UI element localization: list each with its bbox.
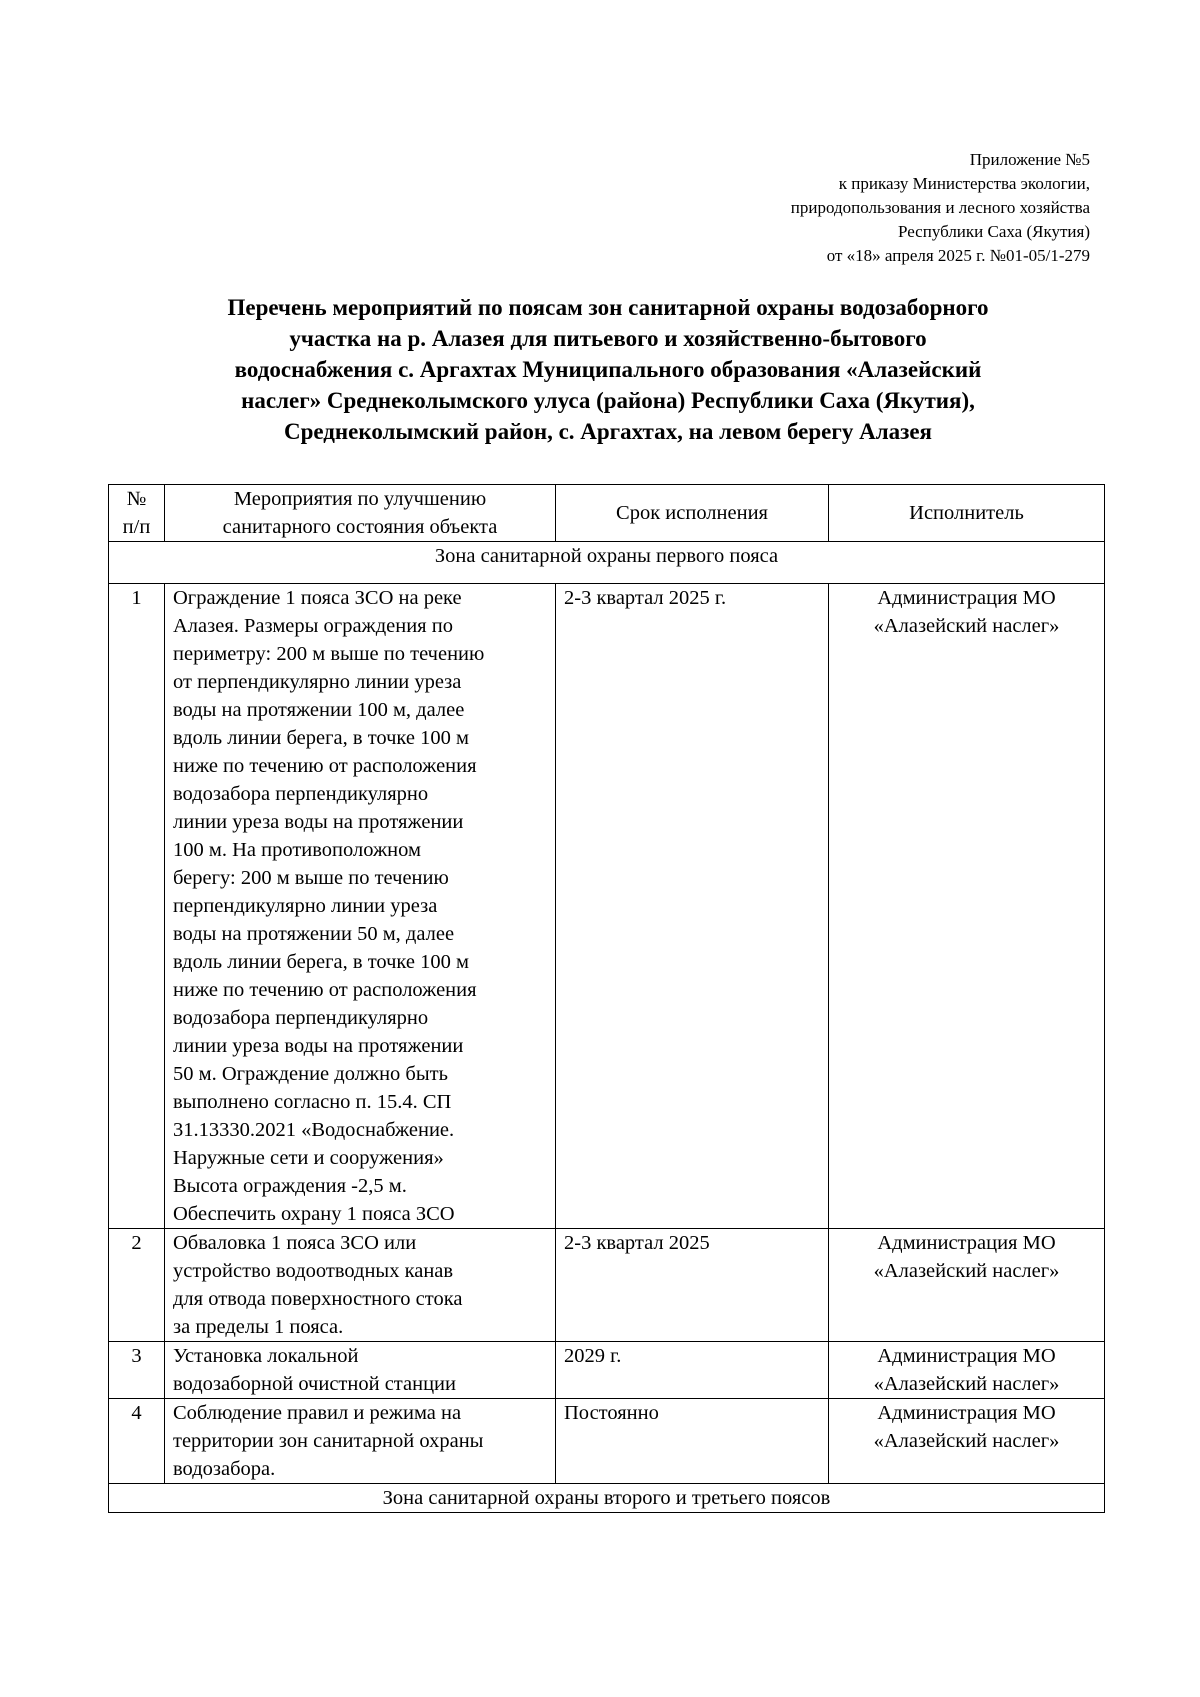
title-line: водоснабжения с. Аргахтах Муниципального образования «Алазейский <box>234 357 982 382</box>
row-number: 2 <box>109 1229 165 1342</box>
row-measure <box>165 1229 556 1342</box>
row-number: 3 <box>109 1342 165 1399</box>
measure-line: территории зон санитарной охраны <box>173 1430 484 1452</box>
measure-line: Ограждение 1 пояса ЗСО на реке <box>173 587 462 609</box>
measure-line: ниже по течению от расположения <box>173 979 477 1001</box>
executor-line: Администрация МО <box>877 1402 1056 1424</box>
row-deadline: 2-3 квартал 2025 г. <box>556 584 829 1229</box>
measure-line: водозабора. <box>173 1458 276 1480</box>
executor-line: Администрация МО <box>877 587 1056 609</box>
row-executor <box>829 1342 1105 1399</box>
zone2-label: Зона санитарной охраны второго и третьего поясов <box>109 1484 1105 1513</box>
measure-line: периметру: 200 м выше по течению <box>173 643 485 665</box>
measure-line: 100 м. На противоположном <box>173 839 421 861</box>
measure-line: Обваловка 1 пояса ЗСО или <box>173 1232 417 1254</box>
measure-line: вдоль линии берега, в точке 100 м <box>173 727 469 749</box>
measure-line: от перпендикулярно линии уреза <box>173 671 462 693</box>
measure-line: ниже по течению от расположения <box>173 755 477 777</box>
row-executor <box>829 584 1105 1229</box>
measure-line: водозабора перпендикулярно <box>173 1007 429 1029</box>
appendix-line: от «18» апреля 2025 г. №01-05/1-279 <box>826 246 1090 265</box>
header-measures: Мероприятия по улучшению санитарного состояния объекта <box>165 485 556 542</box>
appendix-line: природопользования и лесного хозяйства <box>790 198 1090 217</box>
measure-line: перпендикулярно линии уреза <box>173 895 438 917</box>
measure-line: воды на протяжении 50 м, далее <box>173 923 455 945</box>
table-row <box>109 1342 1105 1399</box>
title-line: участка на р. Алазея для питьевого и хозяйственно-бытового <box>289 326 927 351</box>
measure-line: воды на протяжении 100 м, далее <box>173 699 465 721</box>
executor-line: «Алазейский наслег» <box>873 1260 1060 1282</box>
executor-line: Администрация МО <box>877 1232 1056 1254</box>
measure-line: водозабора перпендикулярно <box>173 783 429 805</box>
measure-line: 50 м. Ограждение должно быть <box>173 1063 448 1085</box>
table-row <box>109 584 1105 1229</box>
measure-line: 31.13330.2021 «Водоснабжение. <box>173 1119 455 1141</box>
title-line: наслег» Среднеколымского улуса (района) Республики Саха (Якутия), <box>241 388 975 413</box>
zone1-label: Зона санитарной охраны первого пояса <box>109 542 1105 584</box>
document-title <box>110 292 1106 447</box>
title-line: Перечень мероприятий по поясам зон санитарной охраны водозаборного <box>227 295 989 320</box>
measure-line: Наружные сети и сооружения» <box>173 1147 444 1169</box>
measure-line: вдоль линии берега, в точке 100 м <box>173 951 469 973</box>
row-executor <box>829 1399 1105 1484</box>
measure-line: линии уреза воды на протяжении <box>173 1035 464 1057</box>
measure-line: выполнено согласно п. 15.4. СП <box>173 1091 452 1113</box>
header-deadline: Срок исполнения <box>556 485 829 542</box>
appendix-line: Республики Саха (Якутия) <box>897 222 1090 241</box>
measure-line: Установка локальной <box>173 1345 359 1367</box>
measure-line: Алазея. Размеры ограждения по <box>173 615 453 637</box>
measure-line: линии уреза воды на протяжении <box>173 811 464 833</box>
row-measure <box>165 1399 556 1484</box>
measure-line: Соблюдение правил и режима на <box>173 1402 462 1424</box>
row-executor <box>829 1229 1105 1342</box>
appendix-block <box>530 148 1090 268</box>
title-line: Среднеколымский район, с. Аргахтах, на левом берегу Алазея <box>283 419 932 444</box>
measures-table <box>108 484 1105 1513</box>
measure-line: водозаборной очистной станции <box>173 1373 456 1395</box>
zone-row <box>109 1484 1105 1513</box>
measure-line: берегу: 200 м выше по течению <box>173 867 449 889</box>
header-num: № п/п <box>109 485 165 542</box>
executor-line: «Алазейский наслег» <box>873 1373 1060 1395</box>
header-executor: Исполнитель <box>829 485 1105 542</box>
row-deadline: 2029 г. <box>556 1342 829 1399</box>
measure-line: Обеспечить охрану 1 пояса ЗСО <box>173 1203 455 1225</box>
measure-line: Высота ограждения -2,5 м. <box>173 1175 407 1197</box>
appendix-line: к приказу Министерства экологии, <box>838 174 1090 193</box>
row-measure <box>165 1342 556 1399</box>
executor-line: «Алазейский наслег» <box>873 615 1060 637</box>
row-deadline: 2-3 квартал 2025 <box>556 1229 829 1342</box>
measure-line: устройство водоотводных канав <box>173 1260 454 1282</box>
executor-line: «Алазейский наслег» <box>873 1430 1060 1452</box>
row-deadline: Постоянно <box>556 1399 829 1484</box>
row-measure <box>165 584 556 1229</box>
row-number: 1 <box>109 584 165 1229</box>
executor-line: Администрация МО <box>877 1345 1056 1367</box>
row-number: 4 <box>109 1399 165 1484</box>
measure-line: для отвода поверхностного стока <box>173 1288 463 1310</box>
table-row <box>109 1399 1105 1484</box>
appendix-line: Приложение №5 <box>969 150 1090 169</box>
header-row <box>109 485 1105 542</box>
measure-line: за пределы 1 пояса. <box>173 1316 344 1338</box>
zone-row <box>109 542 1105 584</box>
table-row <box>109 1229 1105 1342</box>
